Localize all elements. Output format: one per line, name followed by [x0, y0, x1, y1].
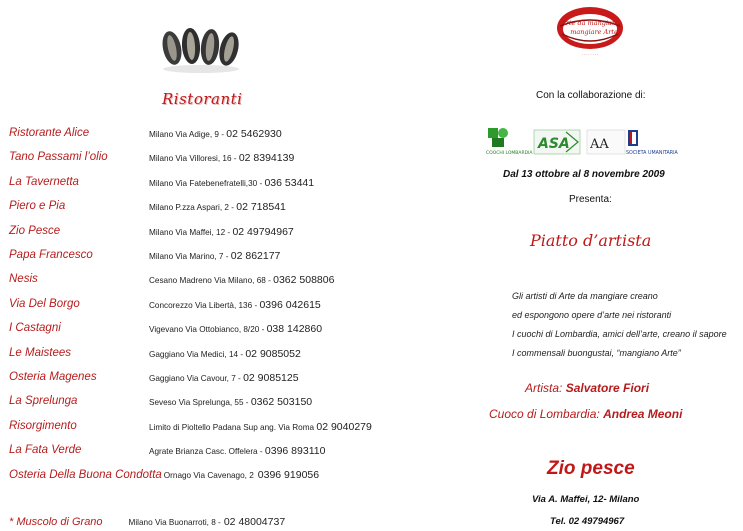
restaurant-name: Ristorante Alice [9, 127, 90, 139]
restaurant-name: Risorgimento [9, 419, 77, 432]
restaurant-name: Osteria Magenes [9, 371, 97, 383]
logo-text-line2: mangiare Arte [570, 28, 618, 36]
footnote-address: Milano Via Buonarroti, 8 - [128, 518, 221, 527]
svg-text:· · · · · · · ·: · · · · · · · · [581, 53, 599, 57]
restaurant-phone: 02 49794967 [232, 225, 294, 238]
event-title: Piatto d’artista [530, 231, 652, 250]
svg-text:SOCIETA UMANITARIA: SOCIETA UMANITARIA [626, 151, 678, 156]
event-dates: Dal 13 ottobre al 8 novembre 2009 [503, 169, 665, 180]
restaurant-name: La Tavernetta [9, 175, 79, 188]
aa-logo [587, 130, 625, 154]
restaurant-address: Vigevano Via Ottobianco, 8/20 - [149, 325, 265, 335]
restaurant-name: Zio Pesce [9, 224, 61, 237]
chef-name: Andrea Meoni [603, 407, 683, 421]
restaurant-address: Gaggiano Via Medici, 14 - [149, 349, 244, 359]
restaurant-address-line [149, 250, 280, 262]
restaurant-row-inline [9, 469, 319, 481]
restaurant-phone: 0396 919056 [257, 469, 320, 481]
section-title: Ristoranti [162, 90, 243, 108]
restaurant-name: I Castagni [9, 322, 61, 335]
artist-credit [525, 381, 649, 395]
restaurant-name: Piero e Pia [9, 200, 66, 213]
restaurant-address-line [149, 323, 322, 335]
restaurant-phone: 02 862177 [230, 250, 281, 262]
societa-umanitaria-logo [626, 130, 679, 156]
artist-name: Salvatore Fiori [565, 381, 650, 395]
restaurant-address-line [149, 201, 286, 213]
restaurant-name: Nesis [9, 273, 38, 286]
restaurant-phone: 036 53441 [264, 176, 315, 189]
restaurant-address-line [149, 348, 301, 360]
svg-text:COOCHI LOMBARDIA: COOCHI LOMBARDIA [486, 151, 533, 156]
venue-phone: Tel. 02 49794967 [550, 516, 625, 527]
restaurant-phone: 02 5462930 [226, 128, 282, 140]
footnote-name: * Muscolo di Grano [9, 516, 103, 528]
restaurant-address-line [149, 372, 299, 384]
restaurant-phone: 0362 508806 [273, 274, 335, 287]
restaurant-address: Concorezzo Via Libertà, 136 - [149, 300, 258, 310]
restaurant-address: Milano Via Adige, 9 - [149, 130, 224, 139]
restaurant-name: La Fata Verde [9, 444, 82, 457]
restaurant-address-line [149, 152, 294, 164]
chef-credit [489, 407, 682, 421]
restaurant-address-line [149, 226, 294, 238]
description-line: ed espongono opere d’arte nei ristoranti [512, 310, 672, 320]
footnote [9, 516, 285, 528]
restaurant-address: Milano Via Villoresi, 16 - [149, 154, 237, 164]
chef-label: Cuoco di Lombardia: [489, 407, 600, 421]
footnote-phone: 02 48004737 [223, 516, 286, 528]
restaurant-phone: 038 142860 [266, 323, 323, 336]
artist-label: Artista: [525, 381, 563, 395]
restaurant-name: Papa Francesco [9, 249, 93, 261]
restaurant-address: Cesano Madreno Via Milano, 68 - [149, 276, 271, 286]
svg-text:ASA: ASA [538, 136, 570, 152]
restaurant-address: Milano Via Fatebenefratelli,30 - [149, 178, 263, 188]
presenta-label: Presenta: [569, 194, 612, 205]
restaurant-phone: 0362 503150 [250, 396, 313, 409]
restaurant-name: Via Del Borgo [9, 297, 80, 310]
description-line: Gli artisti di Arte da mangiare creano [512, 291, 658, 301]
collaboration-label: Con la collaborazione di: [536, 90, 646, 101]
restaurant-address: Milano P.zza Aspari, 2 - [149, 203, 234, 213]
venue-address: Via A. Maffei, 12- Milano [532, 494, 640, 505]
restaurant-phone: 02 9040279 [316, 420, 372, 433]
restaurant-address: Agrate Brianza Casc. Offelera - [149, 447, 263, 457]
restaurant-address-line [149, 299, 321, 311]
restaurant-phone: 02 8394139 [238, 152, 295, 165]
restaurant-phone: 02 9085052 [245, 347, 301, 360]
restaurant-name: Tano Passami l’olio [9, 151, 108, 164]
restaurant-phone: 02 718541 [236, 201, 286, 214]
restaurant-address: Milano Via Maffei, 12 - [149, 227, 231, 237]
restaurant-address-line [149, 274, 334, 286]
svg-text:AA: AA [590, 137, 609, 152]
restaurant-address: Milano Via Marino, 7 - [149, 252, 229, 261]
description-line: I cuochi di Lombardia, amici dell’arte, creano il sapore [512, 329, 727, 339]
seeds-image [158, 22, 244, 74]
arte-logo [552, 4, 628, 60]
restaurant-phone: 02 9085125 [243, 372, 299, 384]
restaurant-phone: 0396 893110 [264, 445, 326, 458]
restaurant-name: Le Maistees [9, 346, 72, 359]
restaurant-name: La Sprelunga [9, 395, 78, 408]
restaurant-address-line [149, 396, 312, 408]
restaurant-address: Ornago Via Cavenago, 2 [163, 471, 254, 480]
restaurant-address: Gaggiano Via Cavour, 7 - [149, 374, 241, 383]
coochi-lombardia-logo [486, 128, 533, 156]
logo-text-line1: Arte da mangiare [561, 19, 619, 27]
venue-name: Zio pesce [547, 458, 635, 479]
restaurant-name: Osteria Della Buona Condotta [9, 469, 162, 481]
restaurant-address: Limito di Pioltello Padana Sup ang. Via Roma [149, 422, 315, 432]
restaurant-address: Seveso Via Sprelunga, 55 - [149, 398, 249, 408]
description-line: I commensali buongustai, “mangiano Arte” [512, 348, 681, 358]
restaurant-address-line [149, 177, 314, 189]
restaurant-address-line [149, 128, 282, 140]
restaurant-address-line [149, 445, 325, 457]
partner-logos [486, 126, 696, 158]
asa-logo [534, 130, 580, 154]
restaurant-address-line [149, 421, 372, 433]
restaurant-phone: 0396 042615 [259, 298, 321, 311]
